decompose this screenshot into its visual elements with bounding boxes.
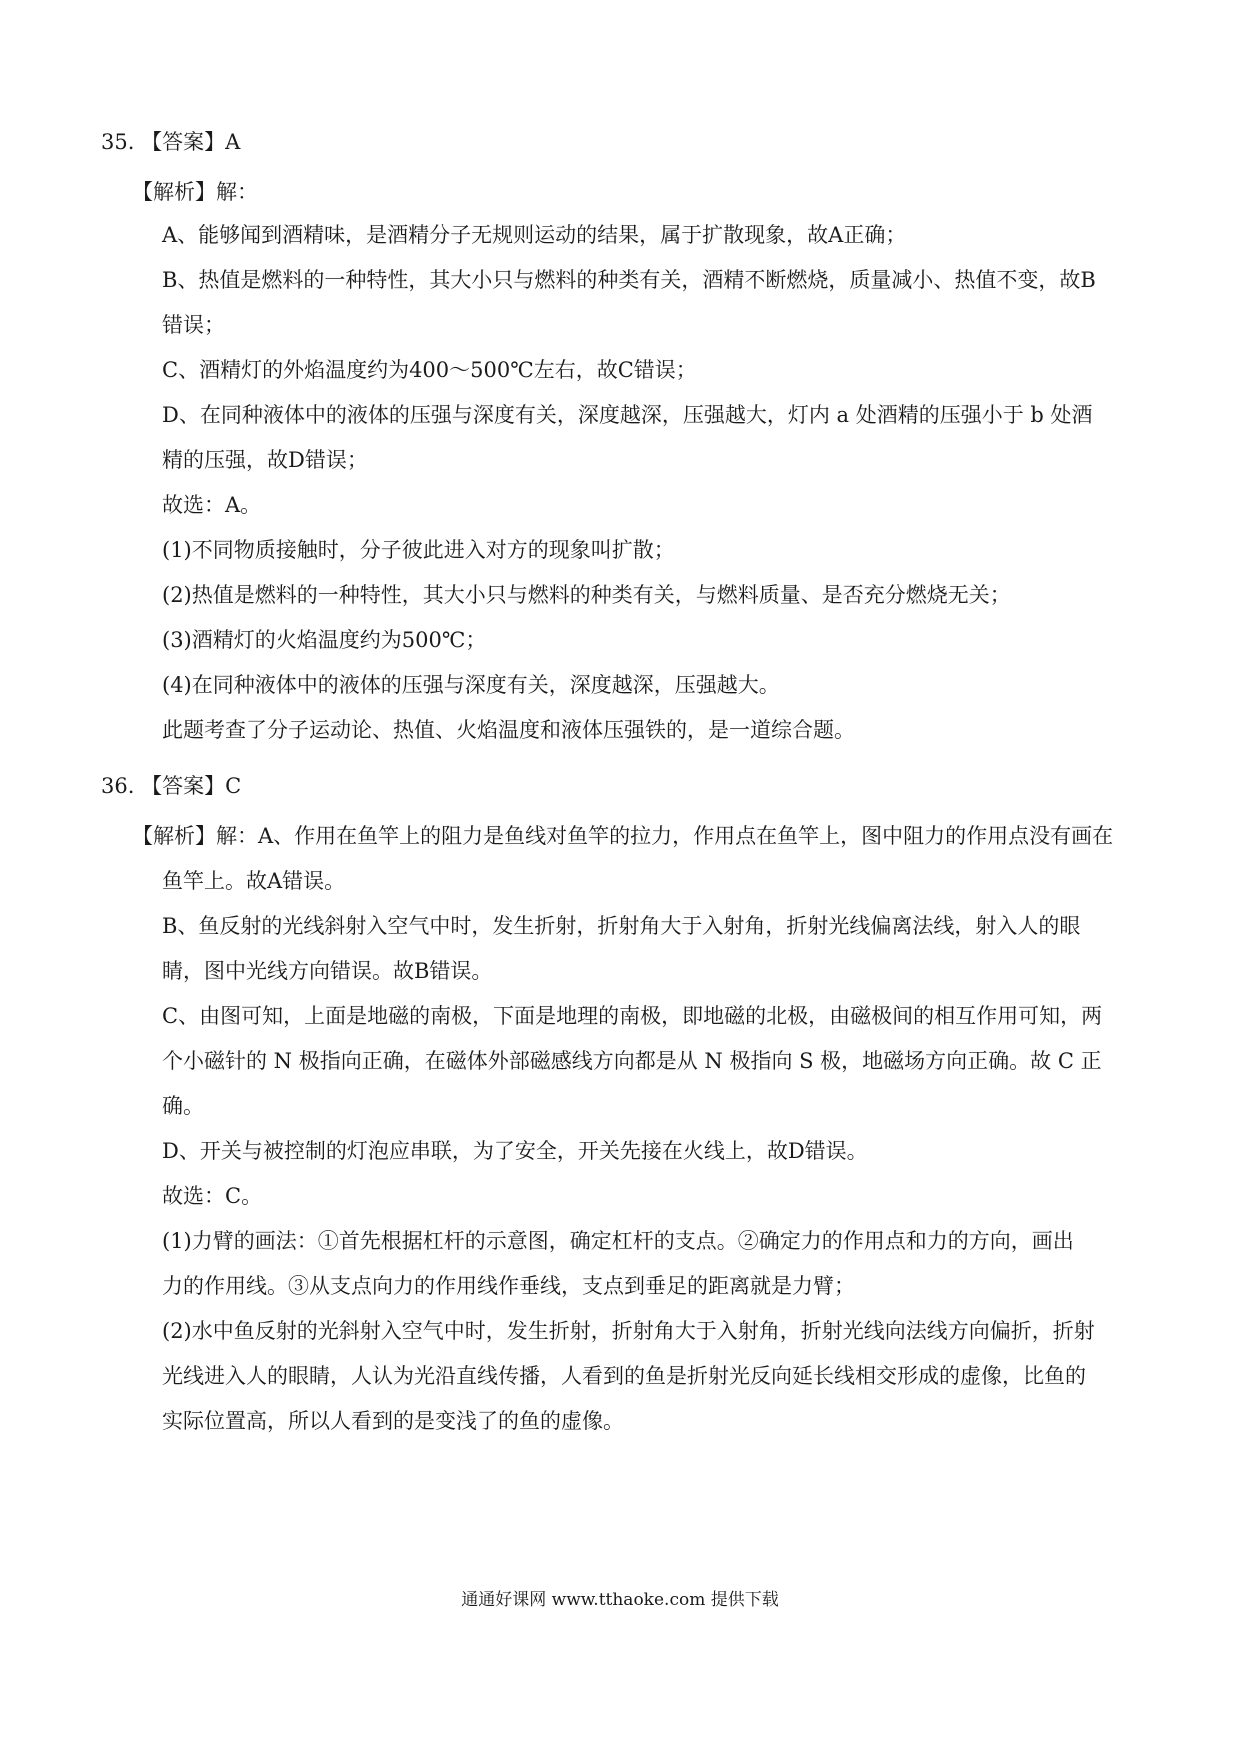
q35-line-12: 此题考查了分子运动论、热值、火焰温度和液体压强铁的，是一道综合题。 [162, 718, 855, 742]
q36-line-8: 故选：C。 [162, 1184, 263, 1208]
q36-line-2: B、鱼反射的光线斜射入空气中时，发生折射，折射角大于入射角，折射光线偏离法线，射入人的眼 [162, 914, 1081, 938]
q35-line-11: (4)在同种液体中的液体的压强与深度有关，深度越深，压强越大。 [162, 673, 780, 697]
q36-line-5: 个小磁针的 N 极指向正确，在磁体外部磁感线方向都是从 N 极指向 S 极，地磁场方向正确。故 C 正 [162, 1049, 1102, 1073]
q36-line-12: 光线进入人的眼睛，人认为光沿直线传播，人看到的鱼是折射光反向延长线相交形成的虚像，比鱼的 [162, 1364, 1086, 1388]
q36-line-3: 睛，图中光线方向错误。故B错误。 [162, 959, 493, 983]
q35-line-1: A、能够闻到酒精味，是酒精分子无规则运动的结果，属于扩散现象，故A正确； [162, 223, 907, 247]
q36-line-7: D、开关与被控制的灯泡应串联，为了安全，开关先接在火线上，故D错误。 [162, 1139, 868, 1163]
q36-line-6: 确。 [162, 1094, 204, 1118]
q36-line-9: (1)力臂的画法：①首先根据杠杆的示意图，确定杠杆的支点。②确定力的作用点和力的方向，画出 [162, 1229, 1074, 1253]
q35-line-4: C、酒精灯的外焰温度约为400～500℃左右，故C错误； [162, 358, 697, 382]
q35-line-8: (1)不同物质接触时，分子彼此进入对方的现象叫扩散； [162, 538, 675, 562]
q36-line-11: (2)水中鱼反射的光斜射入空气中时，发生折射，折射角大于入射角，折射光线向法线方向偏折，折射 [162, 1319, 1095, 1343]
q35-analysis-heading: 【解析】解： [132, 180, 258, 204]
q35-line-9: (2)热值是燃料的一种特性，其大小只与燃料的种类有关，与燃料质量、是否充分燃烧无关； [162, 583, 1011, 607]
q35-line-2: B、热值是燃料的一种特性，其大小只与燃料的种类有关，酒精不断燃烧，质量减小、热值不变，故B [162, 268, 1096, 292]
q35-line-10: (3)酒精灯的火焰温度约为500℃； [162, 628, 487, 652]
q35-line-5: D、在同种液体中的液体的压强与深度有关，深度越深，压强越大，灯内 a 处酒精的压强小于 b 处酒 [162, 403, 1093, 427]
q36-line-4: C、由图可知，上面是地磁的南极，下面是地理的南极，即地磁的北极，由磁极间的相互作用可知，两 [162, 1004, 1103, 1028]
q35-answer: 35. 【答案】A [101, 130, 241, 154]
page-footer: 通通好课网 www.tthaoke.com 提供下载 [461, 1590, 779, 1610]
q36-line-13: 实际位置高，所以人看到的是变浅了的鱼的虚像。 [162, 1409, 624, 1433]
q35-line-3: 错误； [162, 313, 225, 337]
q36-line-10: 力的作用线。③从支点向力的作用线作垂线，支点到垂足的距离就是力臂； [162, 1274, 855, 1298]
q35-line-7: 故选：A。 [162, 493, 262, 517]
q35-line-6: 精的压强，故D错误； [162, 448, 368, 472]
q36-line-1: 鱼竿上。故A错误。 [162, 869, 346, 893]
q36-analysis-first-line: 【解析】解：A、作用在鱼竿上的阻力是鱼线对鱼竿的拉力，作用点在鱼竿上，图中阻力的作用点没有画在 [132, 824, 1114, 848]
q36-answer: 36. 【答案】C [101, 774, 242, 798]
